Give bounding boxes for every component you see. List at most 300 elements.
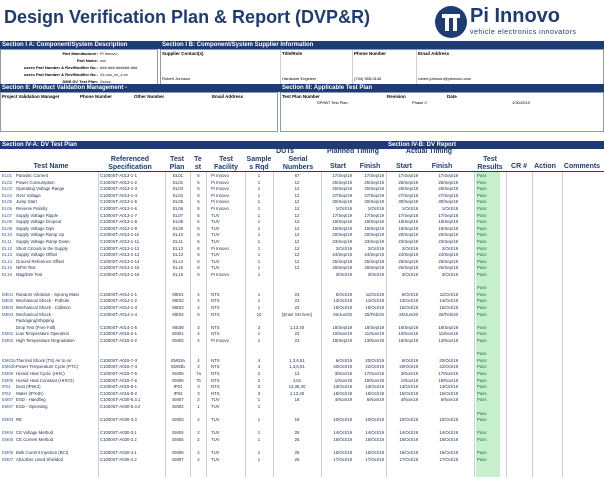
row-planned-start: 25/Sep/19 — [332, 258, 352, 264]
row-result: Pass — [477, 390, 487, 396]
row-planned-finish: 6/Nov/19 — [366, 397, 384, 403]
row-samples: 1 — [257, 430, 261, 436]
row-result: Pass — [477, 338, 487, 343]
row-planned-start: 3/Nov/19 — [334, 371, 352, 376]
logo-tagline: vehicle electronics innovators — [470, 29, 577, 36]
row-planned-start: 19/Sep/19 — [332, 225, 352, 231]
row-actual-start: 3/Nov/19 — [400, 371, 418, 376]
row-actual-start: 4/Nov/19 — [400, 397, 418, 403]
row-ref-spec: C1000ST-A015-7-4 — [100, 364, 138, 370]
row-test-plan: ME08 — [172, 324, 184, 330]
row-test-plan: EL14 — [172, 258, 184, 264]
row-id: ME04 — [2, 311, 14, 317]
row-actual-start: 18/Sep/19 — [398, 338, 418, 343]
row-ref-spec: C1000ST-A013-1-12 — [100, 245, 140, 251]
row-serials: 18 — [294, 397, 300, 403]
row-test: 6 — [197, 225, 200, 231]
row-test: 5 — [197, 272, 200, 277]
row-id: EM05 — [2, 437, 14, 442]
row-samples: 1 — [257, 179, 261, 185]
row-result: Pass — [477, 219, 487, 225]
ib-col-contact: Supplier Contact(s) — [162, 51, 204, 56]
row-result: Pass — [477, 397, 487, 403]
row-samples: 3 — [257, 324, 261, 330]
ib-col-title: Title/Role — [282, 51, 303, 56]
row-id: EL04 — [2, 192, 13, 198]
row-test: 6 — [197, 219, 200, 225]
row-serials: 1,13,40 — [289, 390, 305, 396]
row-test-plan: EM01 — [172, 331, 184, 337]
row-samples: 1 — [257, 291, 261, 297]
row-test: 6 — [197, 212, 200, 218]
row-actual-start: 15/Oct/19 — [399, 437, 418, 442]
row-test-plan: EL06 — [172, 206, 184, 211]
row-serials: 25 — [294, 430, 300, 436]
row-actual-finish: 13/Oct/19 — [439, 384, 458, 390]
row-test: 5 — [197, 199, 200, 205]
row-samples: 1 — [257, 239, 261, 244]
row-test-name: Ground Reference Offset — [16, 258, 64, 264]
row-planned-finish: 15/Oct/19 — [365, 305, 384, 310]
row-actual-start: 25/Jun/20 — [399, 311, 418, 317]
row-result: Pass — [477, 298, 487, 304]
row-planned-start: 20/Oct/19 — [333, 364, 352, 370]
row-facility: NTS — [211, 377, 220, 383]
row-test-name: ESD - Handling — [16, 397, 46, 403]
row-planned-finish: 14/Oct/19 — [365, 298, 384, 304]
row-actual-finish: 17/Nov/19 — [438, 371, 458, 376]
row-result: Pass — [477, 291, 487, 297]
row-actual-start: 13/Oct/19 — [399, 384, 418, 390]
row-id: EL06 — [2, 206, 13, 211]
row-facility: NTS — [211, 298, 220, 304]
row-samples: 1 — [257, 192, 261, 198]
row-test-plan: ME02 — [172, 298, 184, 304]
row-planned-start: 26/Sep/19 — [332, 265, 352, 271]
hdr-cr: CR # — [511, 163, 527, 170]
row-planned-start: 6/Oct/19 — [335, 357, 352, 363]
row-test: 3 — [197, 324, 200, 330]
row-test-plan: ME01 — [172, 291, 184, 297]
row-planned-start: 17/Sep/19 — [332, 173, 352, 178]
row-ref-spec: C1000ST-A030-3.2 — [100, 437, 137, 442]
row-test: 6 — [197, 232, 200, 238]
row-ref-spec: C1000ST-A015-8-1 — [100, 384, 138, 390]
row-samples: 1 — [257, 206, 261, 211]
row-test-plan: EM04 — [172, 430, 184, 436]
row-serials: 12 — [294, 186, 300, 192]
row-actual-finish: 11/Oct/19 — [439, 291, 458, 297]
row-test-plan: EM03b — [171, 364, 185, 370]
row-actual-finish: 26/Sep/19 — [438, 186, 458, 192]
hdr-serials: Serial Numbers — [282, 156, 314, 171]
row-serials: 25 — [294, 437, 300, 442]
row-result: Pass — [477, 324, 487, 330]
row-actual-start: 16/Oct/19 — [399, 450, 418, 456]
ia-value-part-number-1: ###-###-######-### — [100, 65, 138, 70]
row-test-plan: EL01 — [172, 173, 184, 178]
row-facility: TUV — [211, 232, 220, 238]
row-ref-spec: C1000ST-A015-8-2 — [100, 390, 138, 396]
section-iva-heading: Section IV-A: DV Test Plan — [0, 141, 386, 149]
row-ref-spec: C1000ST-A015-2-1 — [100, 331, 138, 337]
row-test: 6 — [197, 245, 200, 251]
hdr-comments: Comments — [563, 163, 601, 170]
row-actual-start: 3/Oct/19 — [401, 272, 418, 277]
row-ref-spec: C1000ST-A013-1-6 — [100, 206, 138, 211]
row-facility: NTS — [211, 357, 220, 363]
row-planned-start: 24/Sep/19 — [332, 252, 352, 258]
row-test-name: Humid Heat Constant (HHCO) — [16, 377, 74, 383]
row-ref-spec: C1000ST-A015-7-6 — [100, 377, 138, 383]
row-actual-finish: 2/Oct/19 — [441, 245, 458, 251]
row-result: Pass — [477, 272, 487, 277]
row-planned-finish: 20/Sep/19 — [364, 232, 384, 238]
section-ii-heading: Section II: Product Validation Management - — [0, 84, 280, 92]
row-serials: 12 — [294, 245, 300, 251]
row-test-plan: EL05 — [172, 199, 184, 205]
iii-revision: Phase C — [412, 100, 428, 105]
row-actual-finish: 27/Sep/19 — [438, 192, 458, 198]
row-samples: 4 — [257, 357, 261, 363]
row-planned-start: 4/Nov/19 — [334, 397, 352, 403]
row-serials: 12 — [294, 225, 300, 231]
row-actual-start: 15/Oct/19 — [399, 390, 418, 396]
row-id: EM06 — [2, 450, 14, 456]
row-test-plan: EL08 — [172, 219, 184, 225]
row-test: 6 — [197, 252, 200, 258]
row-test-name: Random Vibration - Sprung Mass — [16, 291, 80, 297]
row-actual-finish: 18/Nov/19 — [438, 377, 458, 383]
row-planned-start: 1/Nov/19 — [334, 377, 352, 383]
row-actual-start: 18/Sep/19 — [398, 324, 418, 330]
row-id: IP02 — [2, 390, 11, 396]
row-planned-start: 15/Oct/19 — [333, 390, 352, 396]
row-actual-finish: 17/Sep/19 — [438, 212, 458, 218]
row-ref-spec: C1000ST-A013-1-1 — [100, 173, 138, 178]
row-test-name: Mechanical Shock - — [16, 311, 54, 317]
row-planned-start: 20/Sep/19 — [332, 232, 352, 238]
row-planned-start: 18/Sep/19 — [332, 219, 352, 225]
ib-contact-email: robert.johnson@piinnovo.com — [418, 76, 472, 81]
row-planned-finish: 26/Sep/19 — [364, 265, 384, 271]
ib-contact-name: Robert Johnson — [162, 76, 191, 81]
section-iii-heading: Section III: Applicable Test Plan — [280, 84, 604, 92]
row-test: 7b — [196, 377, 201, 383]
row-result: Pass — [477, 186, 487, 192]
row-test-plan: EL07 — [172, 212, 184, 218]
row-planned-finish: 11/Nov/19 — [364, 331, 384, 337]
row-actual-start: 6/Oct/19 — [401, 291, 418, 297]
row-ref-spec: C1000ST-A014-1-2 — [100, 298, 138, 304]
hdr-test-name: Test Name — [33, 163, 69, 170]
row-samples: 10 — [256, 311, 262, 317]
row-serials: 12 — [294, 232, 300, 238]
row-serials: 18 — [294, 417, 300, 423]
row-test-name: Mag/Dim Test — [16, 272, 43, 277]
row-test-plan: EM05 — [172, 371, 184, 376]
hdr-facility: Test Facility — [213, 156, 239, 171]
row-planned-finish: 25/Feb/20 — [364, 311, 384, 317]
row-actual-finish: 24/Sep/19 — [438, 252, 458, 258]
table-row — [0, 456, 604, 464]
row-actual-finish: 15/Oct/19 — [439, 305, 458, 310]
row-ref-spec: C1000ST-A015-7-3 — [100, 357, 138, 363]
row-samples: 1 — [257, 404, 261, 409]
ia-label-test-plan: DMS DV Test Plan: — [62, 79, 98, 84]
row-facility: TUV — [211, 225, 220, 231]
row-id: EM06 — [2, 377, 14, 383]
row-id: IP01 — [2, 384, 11, 390]
row-samples: 1 — [257, 437, 261, 442]
company-logo — [432, 2, 602, 42]
row-test-name: Low Temperature Operation — [16, 331, 70, 337]
ib-contact-phone: (734) 555-0148 — [354, 76, 382, 81]
row-test-name: Jump Start — [16, 199, 37, 205]
row-actual-start: 20/Oct/19 — [399, 364, 418, 370]
row-test-plan: EL13 — [172, 252, 184, 258]
row-test-plan: EM02 — [172, 404, 184, 409]
row-result: Pass — [477, 384, 487, 390]
row-serials: 12 — [294, 206, 300, 211]
row-actual-start: 15/Oct/19 — [399, 305, 418, 310]
row-actual-start: 20/Sep/19 — [398, 232, 418, 238]
row-test-plan: IP01 — [173, 384, 183, 390]
row-ref-spec: C1000ST-A015-2-2 — [100, 338, 138, 343]
row-test: 4 — [197, 291, 200, 297]
row-actual-start: 2/Oct/19 — [401, 245, 418, 251]
row-result: Pass — [477, 245, 487, 251]
row-test: 2 — [197, 437, 200, 442]
row-id: ME02 — [2, 298, 14, 304]
row-test-name: Mechanical Shock - Pothole — [16, 298, 70, 304]
row-test-plan: EM07 — [172, 456, 184, 462]
row-facility: NTS — [211, 364, 220, 370]
row-planned-start: 17/Oct/19 — [333, 456, 352, 462]
row-id: EM07 — [2, 404, 14, 409]
row-test-plan: EM05 — [172, 437, 184, 442]
row-actual-start: 13/Oct/19 — [399, 298, 418, 304]
ii-col-other: Other Number — [134, 94, 165, 99]
row-actual-finish: 15/Oct/19 — [439, 390, 458, 396]
row-actual-finish: 14/Oct/19 — [439, 430, 458, 436]
row-actual-start: 25/Sep/19 — [398, 179, 418, 185]
row-result: Pass — [477, 305, 487, 310]
row-facility: TUV — [211, 430, 220, 436]
row-ref-spec: C1000ST-A013-1-10 — [100, 232, 140, 238]
row-id: EL13 — [2, 252, 13, 258]
row-actual-finish: 30/Sep/19 — [438, 199, 458, 205]
row-id: EM06 — [2, 371, 14, 376]
row-facility: TUV — [211, 265, 220, 271]
row-id: EM03b — [2, 364, 16, 370]
row-actual-finish: 17/Sep/19 — [438, 173, 458, 178]
row-actual-finish: 6/Nov/19 — [440, 397, 458, 403]
row-result: Pass — [477, 225, 487, 231]
row-facility: Pi Innovo — [211, 206, 229, 211]
row-id: EL09 — [2, 225, 13, 231]
row-planned-finish: 17/Sep/19 — [364, 212, 384, 218]
row-actual-finish: 25/Sep/19 — [438, 258, 458, 264]
row-id: ME01 — [2, 291, 14, 297]
row-planned-start: 1/Oct/19 — [335, 206, 352, 211]
row-ref-spec: C1000ST-A014-1-1 — [100, 291, 138, 297]
row-facility: TUV — [211, 397, 220, 403]
row-test: 7a — [196, 371, 201, 376]
dv-test-table — [0, 172, 604, 477]
row-ref-spec: C1000ST-A030-5.3.1 — [100, 397, 141, 403]
row-actual-finish: 16/Oct/19 — [439, 450, 458, 456]
row-actual-start: 6/Oct/19 — [401, 357, 418, 363]
row-test-name: Supply Voltage Ramp Down — [16, 239, 70, 244]
row-ref-spec: C1000ST-A015-7-5 — [100, 371, 138, 376]
row-test-plan: EM03 — [172, 417, 184, 423]
row-actual-finish: 18/Sep/19 — [438, 219, 458, 225]
row-facility: NTS — [211, 331, 220, 337]
row-test-plan: EM03a — [171, 357, 185, 363]
row-planned-finish: 19/Sep/19 — [364, 225, 384, 231]
row-samples: 3 — [257, 390, 261, 396]
row-test: 5 — [197, 239, 200, 244]
row-actual-start: 14/Oct/19 — [399, 430, 418, 436]
row-planned-finish: 17/Nov/19 — [364, 371, 384, 376]
section-ivb-heading: Section IV-B: DV Report — [386, 141, 604, 149]
row-planned-finish: 17/Oct/19 — [365, 456, 384, 462]
row-test: 4 — [197, 305, 200, 310]
row-id: EL10 — [2, 232, 13, 238]
row-actual-start: 24/Sep/19 — [398, 252, 418, 258]
row-actual-finish: 25/Sep/19 — [438, 179, 458, 185]
row-test: 6 — [197, 265, 200, 271]
row-id: EL05 — [2, 199, 13, 205]
row-ref-spec: C1000ST-A014-1-3 — [100, 305, 138, 310]
row-test-name: Water (IPX4K) — [16, 390, 44, 396]
hdr-actual-finish: Finish — [431, 163, 453, 170]
row-test: 3 — [197, 384, 200, 390]
row-result: Pass — [477, 351, 487, 357]
row-serials: 25 — [294, 456, 300, 462]
row-test: 6 — [197, 258, 200, 264]
row-test-name: Power Temperature Cycle (PTC) — [16, 364, 79, 370]
row-actual-start: 1/Nov/19 — [400, 377, 418, 383]
row-id: EL14 — [2, 258, 13, 264]
row-result: Pass — [477, 265, 487, 271]
row-test-plan: ME03 — [172, 305, 184, 310]
row-result: Pass — [477, 232, 487, 238]
row-test-plan: EL04 — [172, 192, 184, 198]
row-actual-finish: 13/Nov/19 — [438, 338, 458, 343]
row-test-name: Operating Voltage Range — [16, 186, 65, 192]
row-actual-start: 30/Sep/19 — [398, 199, 418, 205]
row-ref-spec: C1000ST-A013-1-5 — [100, 199, 138, 205]
row-samples: 1 — [257, 252, 261, 258]
row-serials: 12 — [294, 239, 300, 244]
section-ib-heading: Section I B: Component/System Supplier Information — [160, 41, 604, 49]
row-id: ME03 — [2, 305, 14, 310]
row-serials: 13,35,40 — [288, 384, 306, 390]
row-planned-finish: 14/Oct/19 — [365, 430, 384, 436]
row-test: 2 — [197, 417, 200, 423]
row-planned-start: 13/Oct/19 — [333, 384, 352, 390]
ib-col-email: Email Address — [418, 51, 450, 56]
row-actual-finish: 25/Feb/20 — [438, 311, 458, 317]
row-facility: NTS — [211, 324, 220, 330]
row-test-name: CE Voltage Method — [16, 430, 54, 436]
row-ref-spec: C1000ST-A030-5.3.2 — [100, 404, 141, 409]
row-planned-finish: 15/Oct/19 — [365, 437, 384, 442]
row-id: EM07 — [2, 456, 14, 462]
row-planned-start: 2/Oct/19 — [335, 245, 352, 251]
row-actual-start: 10/Nov/19 — [398, 331, 418, 337]
row-test-name: Parasitic Current — [16, 173, 48, 178]
row-actual-start: 26/Sep/19 — [398, 265, 418, 271]
row-ref-spec: C1000ST-A013-1-7 — [100, 212, 138, 218]
row-planned-finish: 30/Sep/19 — [364, 199, 384, 205]
row-serials: 23 — [294, 291, 300, 297]
row-result: Pass — [477, 285, 487, 291]
row-id: EL03 — [2, 186, 13, 192]
row-test: 2 — [197, 456, 200, 462]
row-result: Pass — [477, 206, 487, 211]
ii-col-manager: Project Validation Manager — [2, 94, 60, 99]
row-test: 4 — [197, 357, 200, 363]
page-title: Design Verification Plan & Report (DVP&R) — [4, 7, 371, 27]
row-samples: 1 — [257, 199, 261, 205]
row-planned-start: 23/Sep/19 — [332, 239, 352, 244]
pi-logo-icon — [434, 5, 468, 39]
row-facility: NTS — [211, 384, 220, 390]
row-result: Pass — [477, 179, 487, 185]
row-test-name: Power Consumption — [16, 179, 55, 185]
ia-value-part-number-2: Xx-xxx_xx_x-xx — [100, 72, 128, 77]
ia-label-part-name: Part Name: — [76, 58, 98, 63]
row-id: EL15 — [2, 265, 13, 271]
row-ref-spec: C1000ST-A014-1-4 — [100, 311, 138, 317]
row-facility: Pi Innovo — [211, 192, 229, 198]
row-actual-finish: 3/Oct/19 — [441, 272, 458, 277]
row-test-name: Supply Voltage Ripple — [16, 212, 59, 218]
hdr-duts: DUTs — [276, 148, 294, 155]
row-serials: 12 — [294, 199, 300, 205]
hdr-samples: Sample s Rqd — [246, 156, 272, 171]
row-test-name: Reverse Polarity — [16, 206, 48, 211]
row-test-plan: EL02 — [172, 179, 184, 185]
row-result: Pass — [477, 437, 487, 442]
row-ref-spec: C1000ST-A030-4.2 — [100, 456, 137, 462]
row-planned-start: 10/Oct/19 — [333, 417, 352, 423]
row-test: 2 — [197, 430, 200, 436]
row-result: Pass — [477, 212, 487, 218]
hdr-test-plan: Test Plan — [169, 156, 185, 171]
row-serials: 12 — [294, 192, 300, 198]
row-test-name: Supply Voltage Dips — [16, 225, 55, 231]
row-id: EL11 — [2, 239, 12, 244]
row-test-plan: ME04 — [172, 311, 184, 317]
row-samples: 3 — [257, 384, 261, 390]
row-result: Pass — [477, 450, 487, 456]
row-samples: 1 — [257, 186, 261, 192]
row-test-plan: EM06 — [172, 450, 184, 456]
ii-col-phone: Phone Number — [80, 94, 113, 99]
row-samples: 1 — [257, 456, 261, 462]
row-facility: TUV — [211, 437, 220, 442]
row-test-name: Supply Voltage Offset — [16, 252, 58, 258]
row-actual-finish: 19/Sep/19 — [438, 225, 458, 231]
row-test: 1 — [197, 404, 200, 409]
row-id: EL07 — [2, 212, 13, 218]
row-result: Pass — [477, 199, 487, 205]
row-facility: Pi Innovo — [211, 179, 229, 185]
